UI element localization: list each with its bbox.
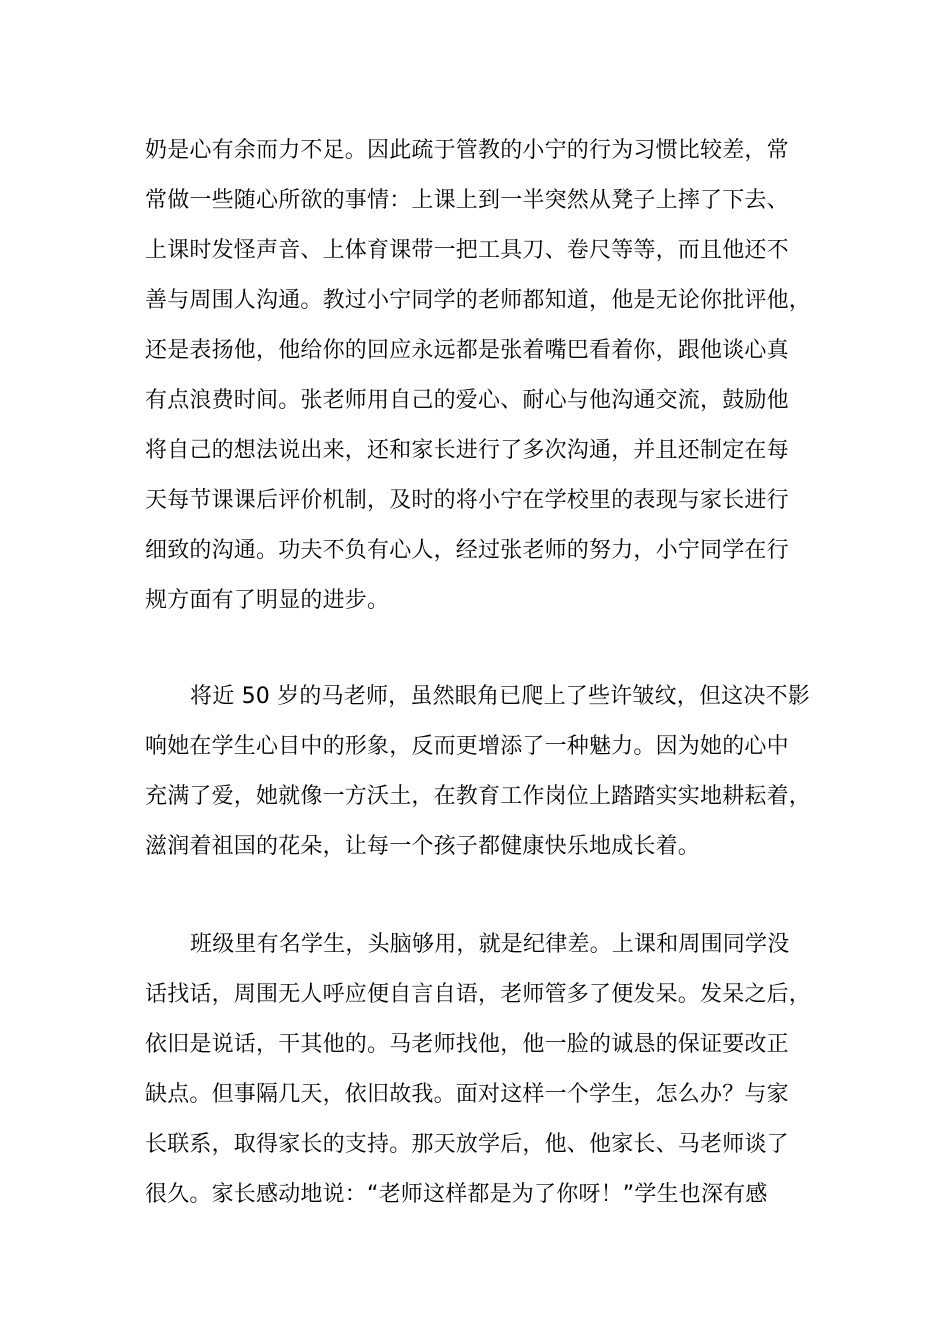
text-line: 规方面有了明显的进步。 — [145, 588, 390, 613]
text-line: 班级里有名学生，头脑够用，就是纪律差。上课和周围同学没 — [190, 932, 790, 957]
text-line: 上课时发怪声音、上体育课带一把工具刀、卷尺等等，而且他还不 — [145, 238, 789, 263]
text-line: 长联系，取得家长的支持。那天放学后，他、他家长、马老师谈了 — [145, 1132, 789, 1157]
text-line: 充满了爱，她就像一方沃土，在教育工作岗位上踏踏实实地耕耘着， — [145, 784, 812, 809]
text-line: 将近 50 岁的马老师，虽然眼角已爬上了些许皱纹，但这决不影 — [190, 684, 810, 709]
text-line: 细致的沟通。功夫不负有心人，经过张老师的努力，小宁同学在行 — [145, 538, 789, 563]
text-line: 响她在学生心目中的形象，反而更增添了一种魅力。因为她的心中 — [145, 734, 789, 759]
text-line: 滋润着祖国的花朵，让每一个孩子都健康快乐地成长着。 — [145, 834, 701, 859]
text-line: 很久。家长感动地说：“老师这样都是为了你呀！”学生也深有感 — [145, 1182, 768, 1207]
text-line: 常做一些随心所欲的事情：上课上到一半突然从凳子上摔了下去、 — [145, 188, 789, 213]
text-line: 缺点。但事隔几天，依旧故我。面对这样一个学生，怎么办？与家 — [145, 1082, 789, 1107]
text-line: 善与周围人沟通。教过小宁同学的老师都知道，他是无论你批评他， — [145, 288, 812, 313]
text-line: 将自己的想法说出来，还和家长进行了多次沟通，并且还制定在每 — [145, 438, 789, 463]
text-line: 依旧是说话，干其他的。马老师找他，他一脸的诚恳的保证要改正 — [145, 1032, 789, 1057]
text-line: 还是表扬他，他给你的回应永远都是张着嘴巴看着你，跟他谈心真 — [145, 338, 789, 363]
text-line: 有点浪费时间。张老师用自己的爱心、耐心与他沟通交流，鼓励他 — [145, 388, 789, 413]
text-line: 天每节课课后评价机制，及时的将小宁在学校里的表现与家长进行 — [145, 488, 789, 513]
text-line: 话找话，周围无人呼应便自言自语，老师管多了便发呆。发呆之后， — [145, 982, 812, 1007]
text-line: 奶是心有余而力不足。因此疏于管教的小宁的行为习惯比较差，常 — [145, 138, 789, 163]
